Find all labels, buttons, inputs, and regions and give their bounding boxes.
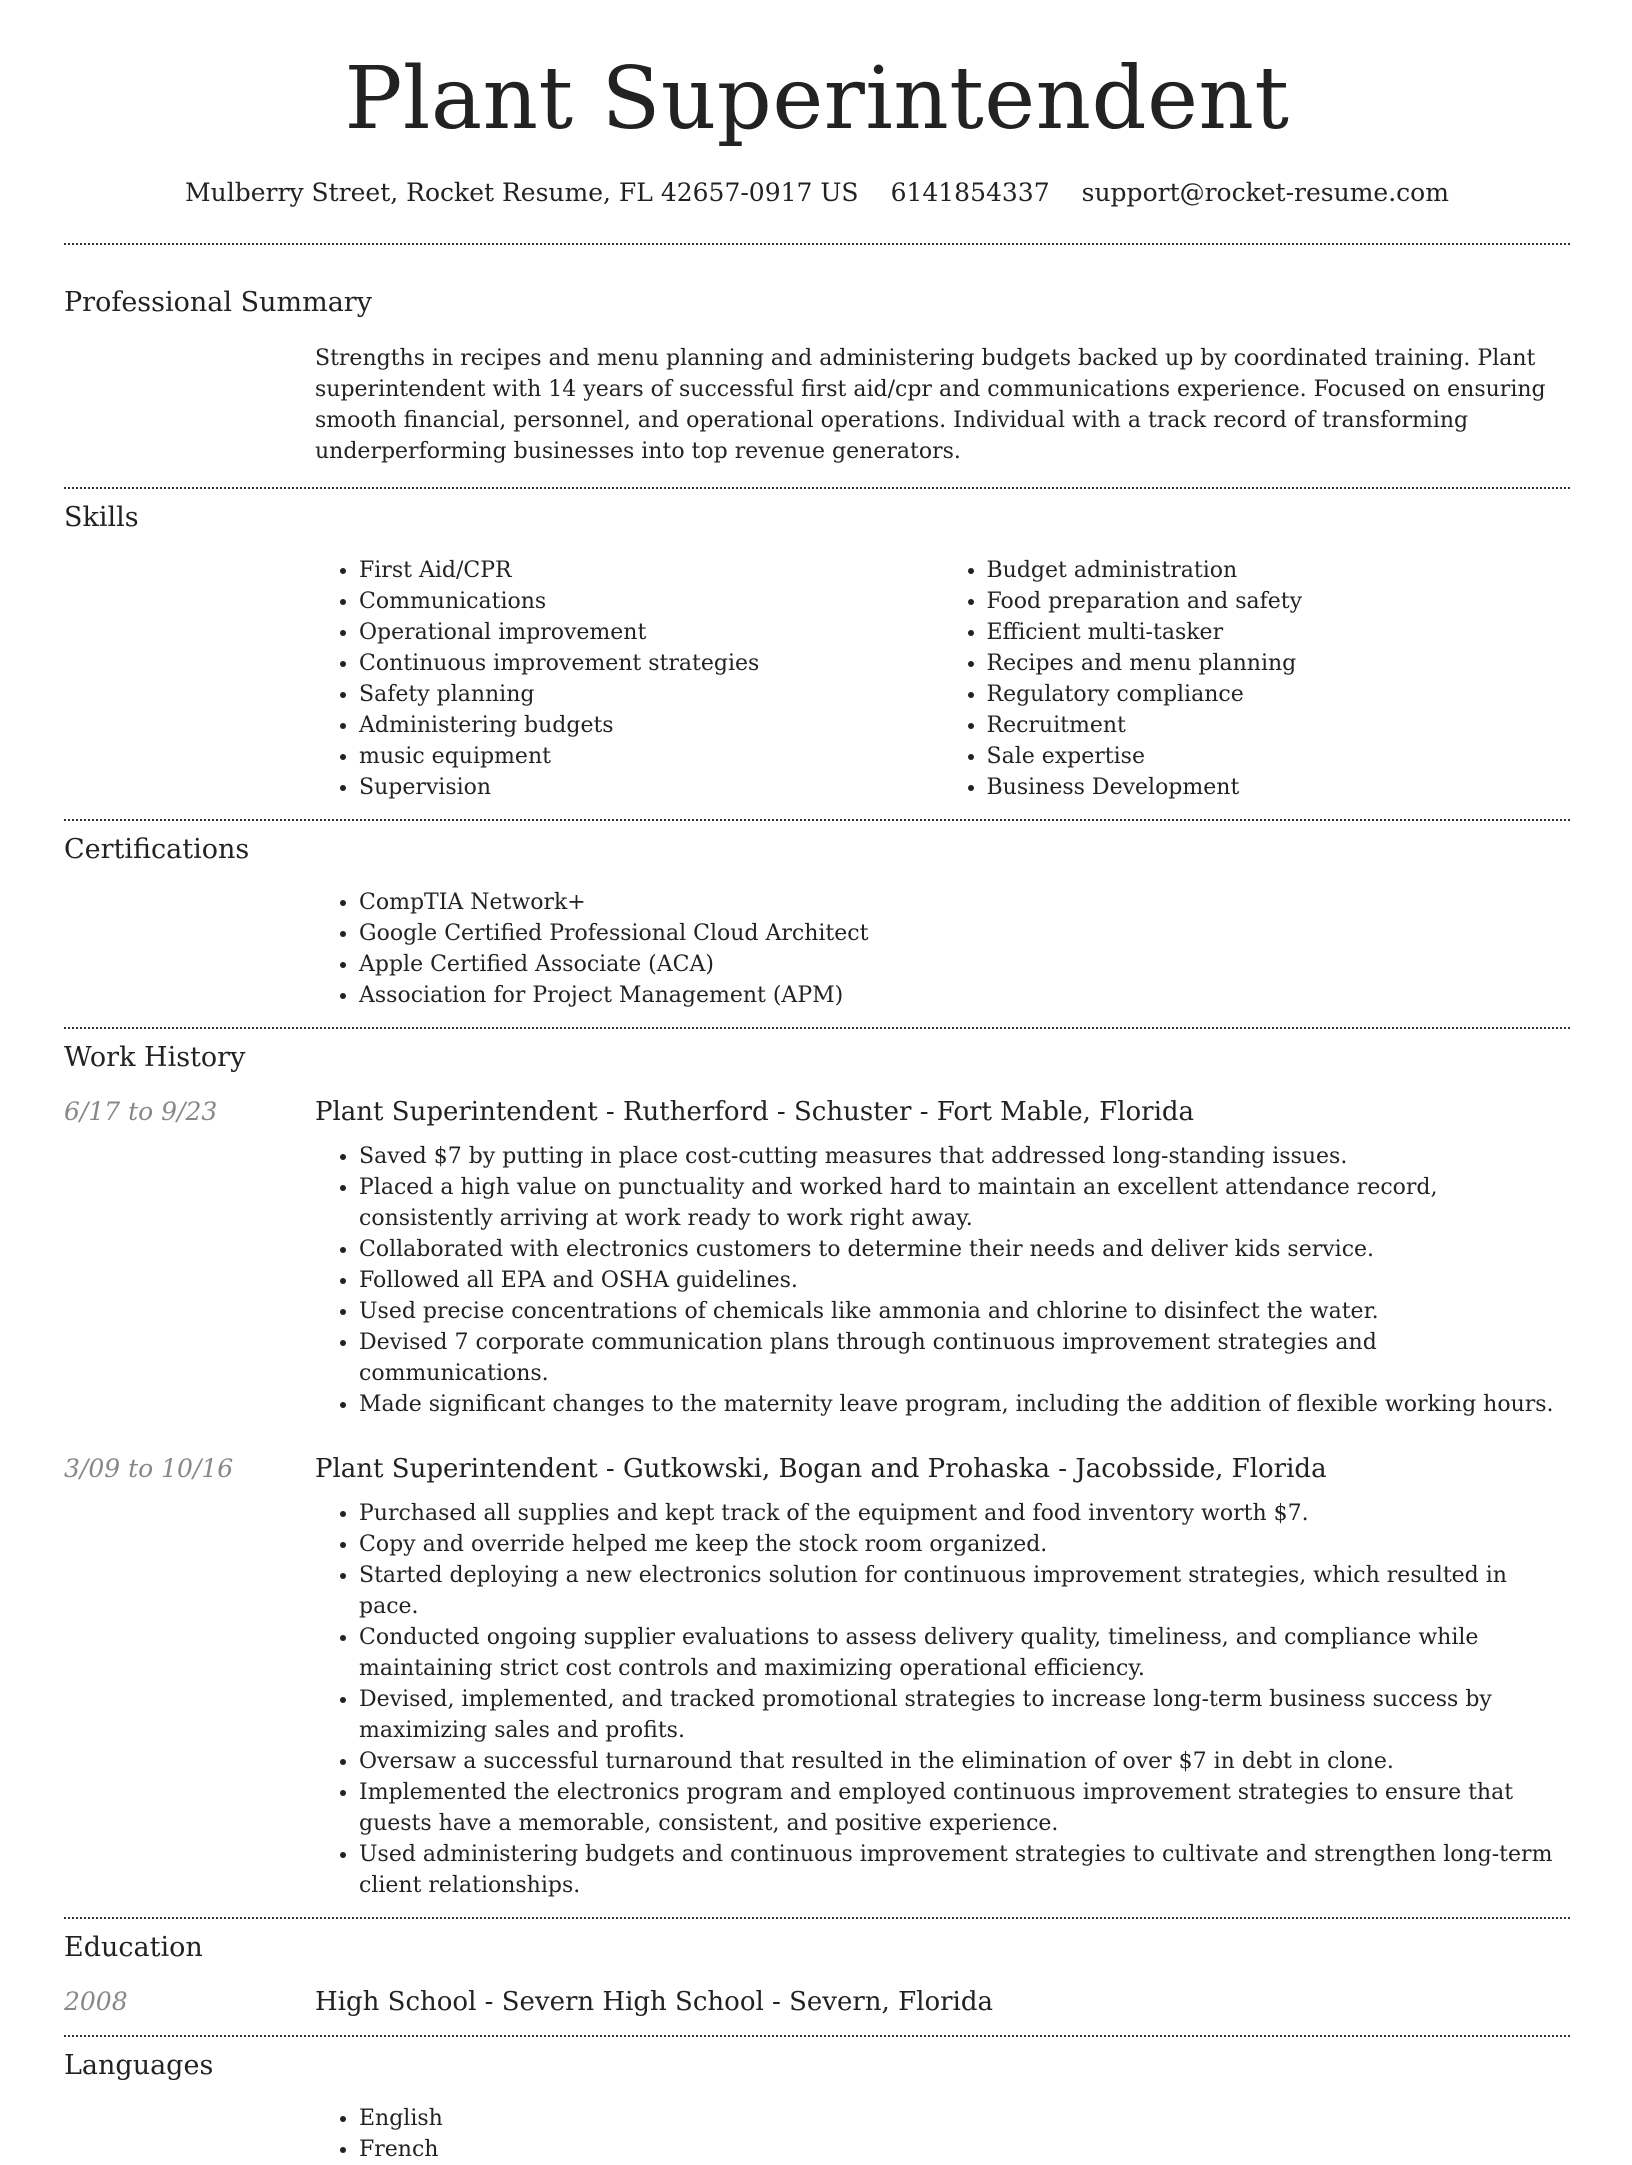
skill-item: • Administering budgets xyxy=(359,710,943,741)
divider xyxy=(64,243,1570,245)
resume-name: Plant Superintendent xyxy=(344,49,1290,149)
job-title: Plant Superintendent - Rutherford - Schuster - Fort Mable, Florida xyxy=(315,1097,1195,1127)
section-title-certifications: Certifications xyxy=(64,834,250,865)
job-bullet: • Started deploying a new electronics solution for continuous improvement strategies, which resulted in pace. xyxy=(359,1560,1570,1622)
education-date: 2008 xyxy=(64,1987,128,2016)
language-item: • English xyxy=(359,2103,1570,2134)
skill-item: • Food preparation and safety xyxy=(987,586,1571,617)
skill-item: • Continuous improvement strategies xyxy=(359,648,943,679)
divider xyxy=(64,1027,1570,1029)
job-title: Plant Superintendent - Gutkowski, Bogan and Prohaska - Jacobsside, Florida xyxy=(315,1454,1327,1484)
job-bullet: • Saved $7 by putting in place cost-cutting measures that addressed long-standing issues. xyxy=(359,1141,1570,1172)
education-entry xyxy=(64,1987,1570,2017)
job-bullet: • Oversaw a successful turnaround that resulted in the elimination of over $7 in debt in clone. xyxy=(359,1746,1570,1777)
summary-text: Strengths in recipes and menu planning and administering budgets backed up by coordinated training. Plant superintendent with 14 years of successful first aid/cpr and communications experience. Focused on ensuring smooth financial, personnel, and operational operations. Individual with a track record of transforming underperforming businesses into top revenue generators. xyxy=(315,346,1546,464)
skills-column-left xyxy=(315,555,943,803)
skill-item: • music equipment xyxy=(359,741,943,772)
job-entry xyxy=(64,1097,1570,1420)
education-detail: High School - Severn High School - Severn, Florida xyxy=(315,1987,993,2017)
section-title-summary: Professional Summary xyxy=(64,287,372,318)
job-date: 6/17 to 9/23 xyxy=(64,1097,218,1126)
divider xyxy=(64,487,1570,489)
certifications-list xyxy=(315,887,1570,1011)
certification-item: • Association for Project Management (APM) xyxy=(359,980,1570,1011)
skill-item: • Communications xyxy=(359,586,943,617)
section-title-languages: Languages xyxy=(64,2050,214,2081)
contact-email[interactable]: support@rocket-resume.com xyxy=(1081,178,1449,207)
job-bullet: • Devised 7 corporate communication plans through continuous improvement strategies and communications. xyxy=(359,1327,1570,1389)
contact-line xyxy=(64,178,1570,207)
job-header xyxy=(64,1454,1570,1484)
divider xyxy=(64,2035,1570,2037)
skill-item: • Business Development xyxy=(987,772,1571,803)
job-bullet: • Conducted ongoing supplier evaluations to assess delivery quality, timeliness, and compliance while maintaining strict cost controls and maximizing operational efficiency. xyxy=(359,1622,1570,1684)
skill-item: • Operational improvement xyxy=(359,617,943,648)
divider xyxy=(64,1917,1570,1919)
divider xyxy=(64,819,1570,821)
skill-item: • Regulatory compliance xyxy=(987,679,1571,710)
section-title-work-history: Work History xyxy=(64,1042,246,1073)
certification-item: • Google Certified Professional Cloud Architect xyxy=(359,918,1570,949)
job-date: 3/09 to 10/16 xyxy=(64,1454,234,1483)
skill-item: • Recruitment xyxy=(987,710,1571,741)
contact-address: Mulberry Street, Rocket Resume, FL 42657-0917 US xyxy=(185,178,859,207)
job-bullet: • Made significant changes to the maternity leave program, including the addition of flexible working hours. xyxy=(359,1389,1570,1420)
language-item: • French xyxy=(359,2134,1570,2165)
job-bullet: • Purchased all supplies and kept track of the equipment and food inventory worth $7. xyxy=(359,1498,1570,1529)
skill-item: • Safety planning xyxy=(359,679,943,710)
job-header xyxy=(64,1097,1570,1127)
job-bullet: • Placed a high value on punctuality and worked hard to maintain an excellent attendance record, consistently arriving at work ready to work right away. xyxy=(359,1172,1570,1234)
skill-item: • Sale expertise xyxy=(987,741,1571,772)
resume-page xyxy=(64,0,1570,2165)
skill-item: • Supervision xyxy=(359,772,943,803)
languages-list xyxy=(315,2103,1570,2165)
job-bullet: • Collaborated with electronics customers to determine their needs and deliver kids service. xyxy=(359,1234,1570,1265)
skill-item: • First Aid/CPR xyxy=(359,555,943,586)
skills-column-right xyxy=(943,555,1571,803)
job-bullet: • Devised, implemented, and tracked promotional strategies to increase long-term business success by maximizing sales and profits. xyxy=(359,1684,1570,1746)
skills-list xyxy=(315,555,1570,803)
job-bullet: • Used precise concentrations of chemicals like ammonia and chlorine to disinfect the water. xyxy=(359,1296,1570,1327)
skill-item: • Efficient multi-tasker xyxy=(987,617,1571,648)
job-bullet: • Implemented the electronics program and employed continuous improvement strategies to ensure that guests have a memorable, consistent, and positive experience. xyxy=(359,1777,1570,1839)
job-bullets xyxy=(315,1498,1570,1901)
job-bullets xyxy=(315,1141,1570,1420)
job-bullet: • Copy and override helped me keep the stock room organized. xyxy=(359,1529,1570,1560)
section-title-skills: Skills xyxy=(64,502,139,533)
section-title-education: Education xyxy=(64,1932,203,1963)
skill-item: • Budget administration xyxy=(987,555,1571,586)
job-entry xyxy=(64,1454,1570,1901)
skill-item: • Recipes and menu planning xyxy=(987,648,1571,679)
certification-item: • CompTIA Network+ xyxy=(359,887,1570,918)
job-bullet: • Followed all EPA and OSHA guidelines. xyxy=(359,1265,1570,1296)
certification-item: • Apple Certified Associate (ACA) xyxy=(359,949,1570,980)
job-bullet: • Used administering budgets and continuous improvement strategies to cultivate and strengthen long-term client relationships. xyxy=(359,1839,1570,1901)
contact-phone: 6141854337 xyxy=(890,178,1050,207)
